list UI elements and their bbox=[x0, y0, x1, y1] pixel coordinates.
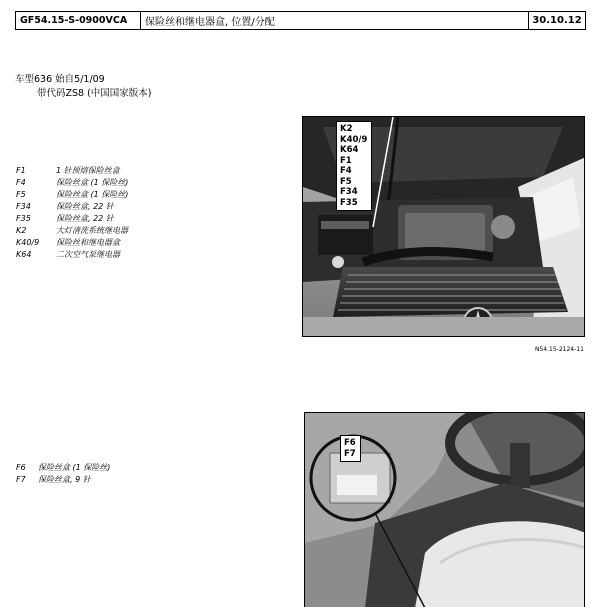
legend-desc: 保险丝盒, 9 针 bbox=[38, 475, 91, 484]
doc-date: 30.10.12 bbox=[528, 12, 585, 29]
callout-label: F34 bbox=[340, 187, 358, 197]
legend-row bbox=[16, 237, 128, 249]
legend-desc: 保险丝盒 (1 保险丝) bbox=[56, 178, 129, 187]
legend-row bbox=[16, 462, 110, 474]
legend-desc: 1 针预熔保险丝盒 bbox=[56, 166, 120, 175]
legend-row bbox=[16, 201, 128, 213]
document-header bbox=[15, 11, 586, 30]
legend-desc: 保险丝盒 (1 保险丝) bbox=[56, 190, 129, 199]
legend-row bbox=[16, 165, 128, 177]
callout-label: F6 bbox=[344, 438, 356, 448]
callout-label: F5 bbox=[340, 176, 352, 187]
fuse-callout-engine-bay bbox=[336, 121, 372, 211]
callout-label: F4 bbox=[340, 166, 352, 176]
legend-row bbox=[16, 189, 128, 201]
legend-code: K40/9 bbox=[16, 238, 40, 247]
code-line: 带代码ZS8 (中国国家版本) bbox=[37, 88, 152, 99]
callout-label: K2 bbox=[340, 124, 353, 134]
callout-label: K40/9 bbox=[340, 134, 368, 145]
legend-code: F4 bbox=[16, 178, 26, 187]
legend-desc: 二次空气泵继电器 bbox=[56, 250, 120, 259]
legend-code: F35 bbox=[16, 214, 31, 223]
legend-engine-bay bbox=[16, 165, 128, 261]
doc-title: 保险丝和继电器盒, 位置/分配 bbox=[145, 17, 275, 28]
legend-interior bbox=[16, 462, 110, 486]
legend-row bbox=[16, 225, 128, 237]
legend-desc: 大灯清洗系统继电器 bbox=[56, 226, 128, 235]
callout-label: F7 bbox=[344, 448, 356, 459]
model-line: 车型636 始自5/1/09 bbox=[15, 74, 105, 85]
legend-code: F7 bbox=[16, 475, 26, 484]
legend-code: F6 bbox=[16, 463, 26, 472]
interior-photo bbox=[304, 412, 585, 607]
model-info bbox=[15, 73, 152, 101]
legend-desc: 保险丝和继电器盒 bbox=[56, 238, 120, 247]
doc-code: GF54.15-S-0900VCA bbox=[16, 12, 141, 29]
callout-label: F35 bbox=[340, 197, 358, 208]
legend-row bbox=[16, 474, 110, 486]
engine-bay-photo bbox=[302, 116, 585, 337]
figure-ref: N54.15-2124-11 bbox=[535, 346, 584, 353]
legend-row bbox=[16, 177, 128, 189]
callout-label: F1 bbox=[340, 155, 352, 166]
legend-code: K2 bbox=[16, 226, 27, 235]
legend-desc: 保险丝盒 (1 保险丝) bbox=[38, 463, 111, 472]
legend-code: F34 bbox=[16, 202, 31, 211]
callout-label: K64 bbox=[340, 145, 359, 155]
legend-row bbox=[16, 249, 128, 261]
legend-row bbox=[16, 213, 128, 225]
legend-code: F5 bbox=[16, 190, 26, 199]
legend-desc: 保险丝盒, 22 针 bbox=[56, 214, 114, 223]
legend-desc: 保险丝盒, 22 针 bbox=[56, 202, 114, 211]
fuse-callout-interior bbox=[340, 435, 361, 462]
legend-code: K64 bbox=[16, 250, 32, 259]
legend-code: F1 bbox=[16, 166, 26, 175]
